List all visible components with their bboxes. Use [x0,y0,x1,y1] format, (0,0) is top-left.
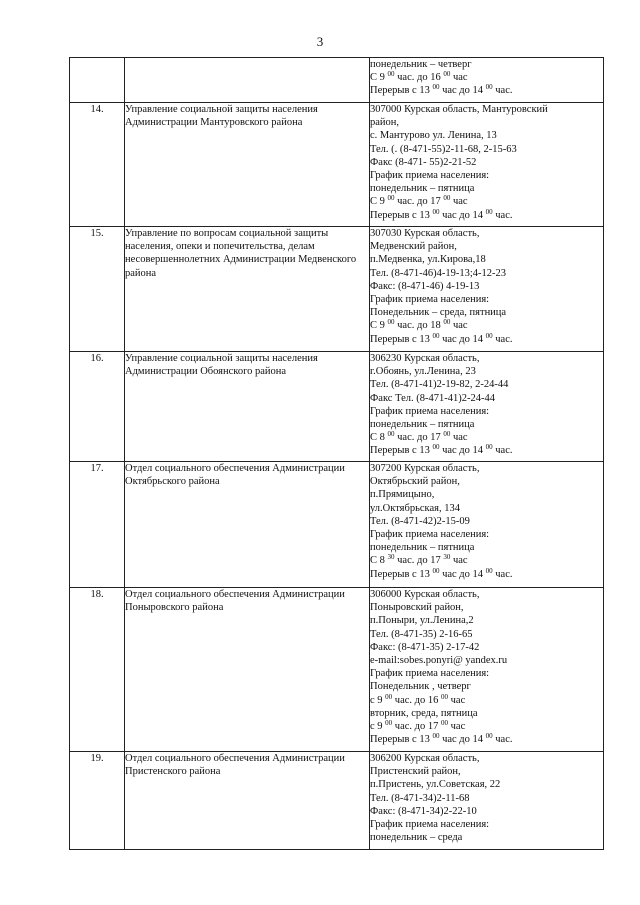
table-row [70,103,604,227]
contact-line: График приема населения: [370,819,490,831]
contact-line: 306000 Курская область, [370,589,480,600]
contact-line: Тел. (8-471-34)2-11-68 [370,792,470,804]
contact-line: График приема населения: [370,405,490,417]
contact-line: Перерыв с 13 $^{00}$ час до 14 $^{00}$ час. [370,732,513,746]
contact-line: вторник, среда, пятница [370,707,478,719]
contact-line: понедельник – пятница [370,542,475,554]
superscript-minutes: 00 [432,443,440,452]
table-row [70,752,604,850]
contact-line: с. Мантурово ул. Ленина, 13 [370,130,497,142]
contact-line: понедельник – пятница [370,183,475,195]
contact-line: Перерыв с 13 $^{00}$ час до 14 $^{00}$ час. [370,331,513,345]
superscript-minutes: 30 [387,553,395,562]
superscript-minutes: 00 [485,207,493,216]
superscript-minutes: 00 [385,692,393,701]
contact-line: Октябрьский район, [370,476,460,488]
contact-line: понедельник – среда [370,832,463,844]
superscript-minutes: 00 [385,719,393,728]
contact-line: Факс (8-471- 55)2-21-52 [370,156,477,168]
superscript-minutes: 00 [432,83,440,92]
contact-line: График приема населения: [370,170,490,182]
row-number: 18. [70,588,125,752]
contact-line: Медвенский район, [370,241,457,253]
contact-line: понедельник – четверг [370,59,472,70]
contact-line: Тел. (8-471-35) 2-16-65 [370,628,473,640]
contact-line: Факс: (8-471-34)2-22-10 [370,805,477,817]
table-row [70,352,604,462]
superscript-minutes: 00 [443,318,451,327]
contact-line: Факс Тел. (8-471-41)2-24-44 [370,392,495,404]
row-number: 19. [70,752,125,850]
contact-line: 306200 Курская область, [370,753,480,764]
contact-line: Факс: (8-471-46) 4-19-13 [370,280,480,292]
row-number-cell [70,58,125,103]
contact-info [370,103,604,227]
contact-line: Тел. (8-471-41)2-19-82, 2-24-44 [370,379,509,391]
contact-line: Перерыв с 13 $^{00}$ час до 14 $^{00}$ час. [370,83,513,97]
contact-line: График приема населения: [370,529,490,541]
contact-line: График приема населения: [370,294,490,306]
superscript-minutes: 00 [432,566,440,575]
table-row-continuation [70,58,604,103]
superscript-minutes: 00 [441,692,448,701]
superscript-minutes: 00 [387,318,395,327]
contact-line: С 9 $^{00}$ час. до 18 $^{00}$ час [370,318,468,332]
contact-line: С 8 $^{30}$ час. до 17 $^{30}$ час [370,553,468,567]
contacts-table [69,57,604,850]
table-row [70,588,604,752]
contact-line: Перерыв с 13 $^{00}$ час до 14 $^{00}$ час. [370,207,513,221]
row-number: 14. [70,103,125,227]
organization-name-cell [125,58,370,103]
superscript-minutes: 00 [443,70,451,79]
superscript-minutes: 00 [432,732,440,741]
organization-name: Управление социальной защиты населения Администрации Обоянского района [125,352,370,462]
organization-name: Отдел социального обеспечения Администрации Пристенского района [125,752,370,850]
contact-line: Перерыв с 13 $^{00}$ час до 14 $^{00}$ час. [370,443,513,457]
row-number: 15. [70,227,125,352]
page-number: 3 [316,34,324,49]
organization-name: Отдел социального обеспечения Администрации Октябрьского района [125,462,370,588]
contact-line: 307200 Курская область, [370,463,480,474]
contact-line: г.Обоянь, ул.Ленина, 23 [370,366,476,378]
contact-line: Пристенский район, [370,766,461,778]
contact-line: 307030 Курская область, [370,228,480,239]
contact-line: с 9 $^{00}$ час. до 17 $^{00}$ час [370,719,466,733]
table-row [70,227,604,352]
row-number: 16. [70,352,125,462]
superscript-minutes: 00 [485,83,493,92]
contact-line: с 9 $^{00}$ час. до 16 $^{00}$ час [370,692,466,706]
contact-line: Перерыв с 13 $^{00}$ час до 14 $^{00}$ час. [370,566,513,580]
row-number: 17. [70,462,125,588]
contact-line: п.Прямицыно, [370,489,435,501]
contact-info [370,752,604,850]
organization-name: Управление по вопросам социальной защиты населения, опеки и попечительства, делам несовершеннолетних Администрации Медвенского района [125,227,370,352]
contact-line: район, [370,117,400,129]
contact-info [370,462,604,588]
organization-name: Управление социальной защиты населения Администрации Мантуровского района [125,103,370,227]
contact-line: п.Поныри, ул.Ленина,2 [370,615,474,627]
table-row [70,462,604,588]
superscript-minutes: 00 [485,331,493,340]
contact-info [370,588,604,752]
superscript-minutes: 00 [485,732,493,741]
contact-line: 307000 Курская область, Мантуровский [370,104,548,115]
contact-line: e-mail:sobes.ponyri@ yandex.ru [370,655,508,667]
contact-line: ул.Октябрьская, 134 [370,502,460,514]
superscript-minutes: 00 [485,443,493,452]
contact-line: График приема населения: [370,668,490,680]
contact-line: С 9 $^{00}$ час. до 16 $^{00}$ час [370,70,468,84]
superscript-minutes: 00 [441,719,448,728]
superscript-minutes: 00 [387,70,395,79]
contact-line: Поныровский район, [370,602,464,614]
contact-line: Тел. (8-471-46)4-19-13;4-12-23 [370,267,507,279]
contact-line: понедельник – пятница [370,419,475,431]
superscript-minutes: 00 [443,430,451,439]
superscript-minutes: 00 [432,331,440,340]
contact-line: С 8 $^{00}$ час. до 17 $^{00}$ час [370,430,468,444]
contact-info [370,352,604,462]
contact-line: Тел. (8-471-42)2-15-09 [370,515,470,527]
contact-info [370,227,604,352]
superscript-minutes: 00 [485,566,493,575]
superscript-minutes: 30 [443,553,451,562]
superscript-minutes: 00 [387,430,395,439]
contact-line: Факс: (8-471-35) 2-17-42 [370,641,480,653]
contact-line: 306230 Курская область, [370,353,480,364]
contact-info-cell [370,58,604,103]
contact-line: Тел. (. (8-471-55)2-11-68, 2-15-63 [370,143,517,155]
contact-line: С 9 $^{00}$ час. до 17 $^{00}$ час [370,194,468,208]
contact-line: Понедельник , четверг [370,681,471,693]
contact-line: п.Пристень, ул.Советская, 22 [370,779,501,791]
superscript-minutes: 00 [443,194,451,203]
contact-line: Понедельник – среда, пятница [370,307,507,319]
superscript-minutes: 00 [387,194,395,203]
contact-line: п.Медвенка, ул.Кирова,18 [370,254,486,266]
superscript-minutes: 00 [432,207,440,216]
organization-name: Отдел социального обеспечения Администрации Поныровского района [125,588,370,752]
